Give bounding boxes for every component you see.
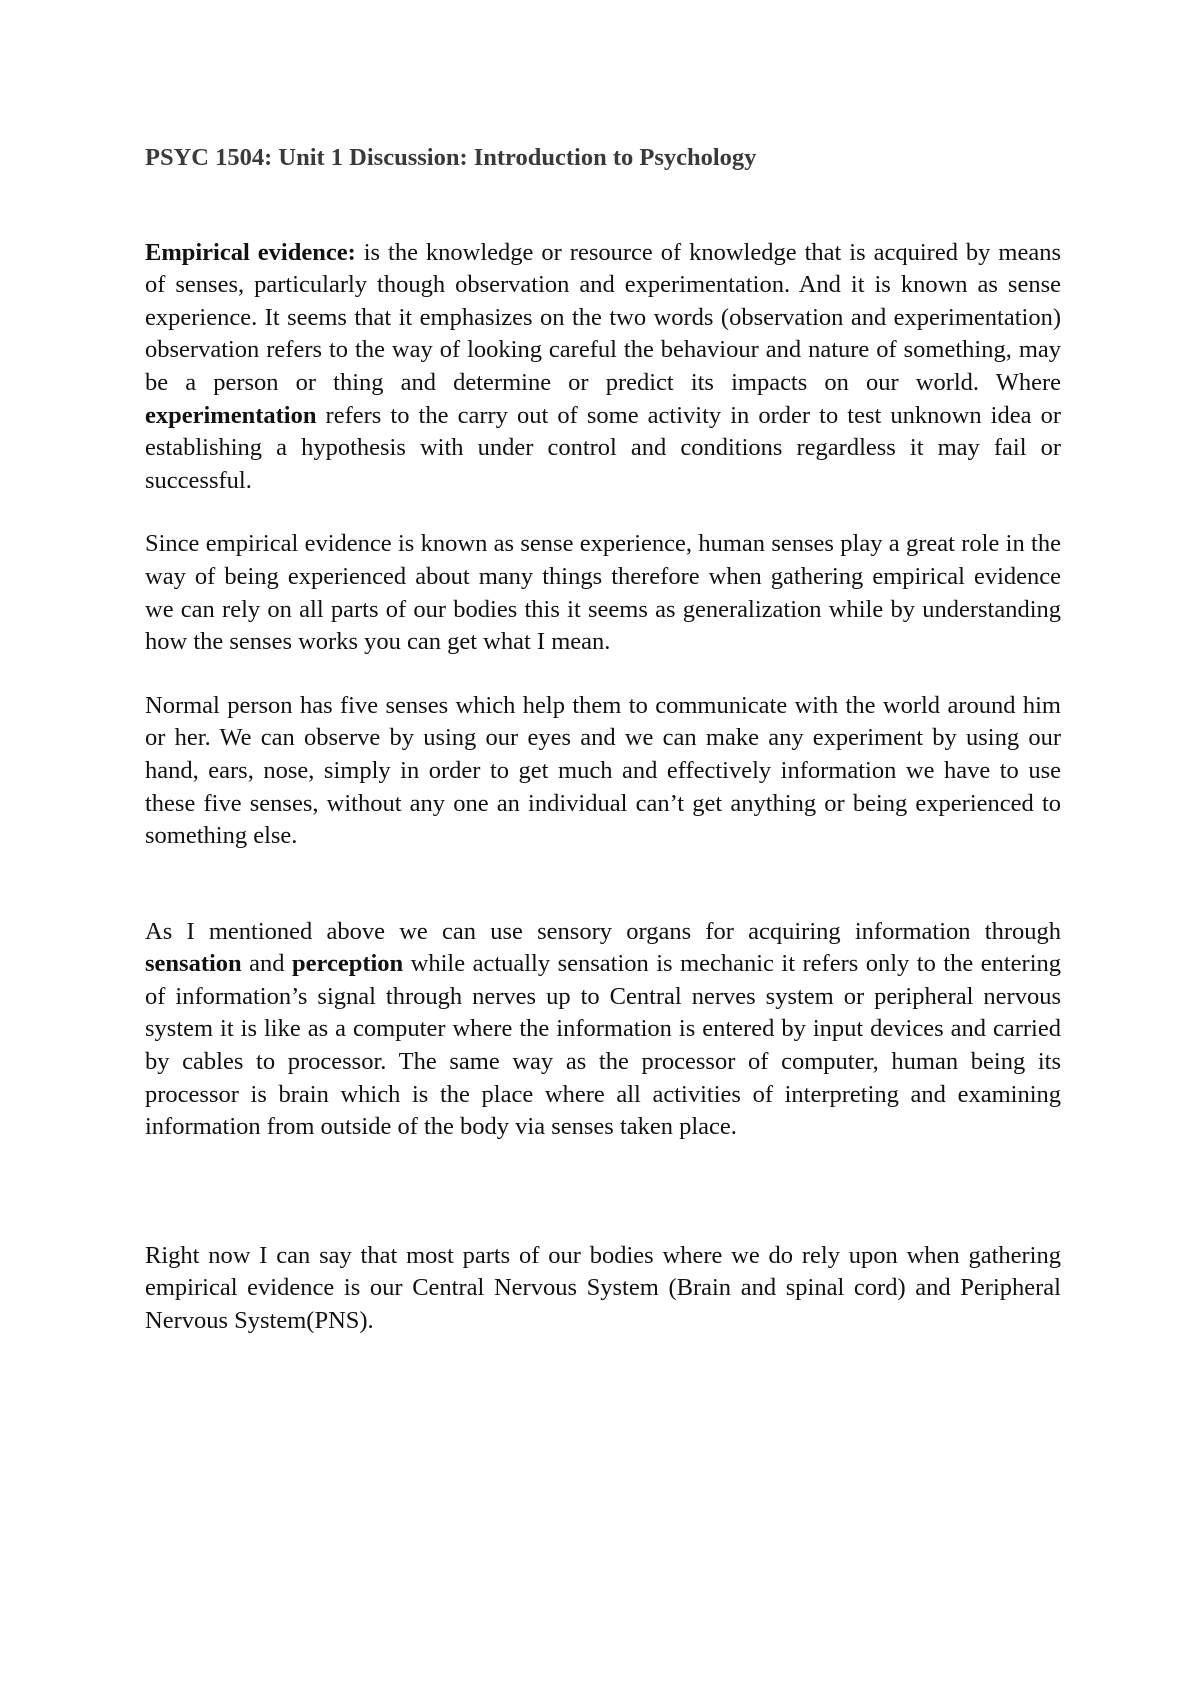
paragraph-sense-experience: Since empirical evidence is known as sense experience, human senses play a great role in the way of being experienced about many things therefore when gathering empirical evidence we can rely on all parts of our bodies this it seems as generalization while by understanding how the senses works you can get what I mean. xyxy=(145,530,1061,656)
term-perception: perception xyxy=(292,950,404,978)
term-empirical-evidence: Empirical evidence: xyxy=(145,238,356,266)
paragraph-nervous-system: Right now I can say that most parts of our bodies where we do rely upon when gathering empirical evidence is our Central Nervous System (Brain and spinal cord) and Peripheral Nervous System(PNS). xyxy=(145,1241,1061,1335)
paragraph1-text-b: refers to the carry out of some activity in order to test unknown idea or establishing a hypothesis with under control and conditions regardless it may fail or successful. xyxy=(145,401,1061,494)
paragraph4-text-c: while actually sensation is mechanic it refers only to the entering of information’s signal through nerves up to Central nerves system or peripheral nervous system it is like as a computer where the information is entered by input devices and carried by cables to processor. The same way as the processor of computer, human being its processor is brain which is the place where all activities of interpreting and examining information from outside of the body via senses taken place. xyxy=(145,950,1062,1141)
document-body xyxy=(145,142,1061,1338)
paragraph1-text-a: is the knowledge or resource of knowledge that is acquired by means of senses, particularly though observation and experimentation. And it is known as sense experience. It seems that it emphasizes on the two words (observation and experimentation) observation refers to the way of looking careful the behaviour and nature of something, may be a person or thing and determine or predict its impacts on our world. Where xyxy=(145,238,1061,396)
paragraph-five-senses: Normal person has five senses which help them to communicate with the world around him or her. We can observe by using our eyes and we can make any experiment by using our hand, ears, nose, simply in order to get much and effectively information we have to use these five senses, without any one an individual can’t get anything or being experienced to something else. xyxy=(145,691,1061,850)
term-experimentation: experimentation xyxy=(145,401,317,429)
paragraph-sensation-perception xyxy=(145,916,1061,1144)
paragraph4-text-a: As I mentioned above we can use sensory organs for acquiring information through xyxy=(145,917,1061,945)
document-title: PSYC 1504: Unit 1 Discussion: Introduction to Psychology xyxy=(145,144,757,171)
paragraph4-text-b: and xyxy=(241,950,293,978)
term-sensation: sensation xyxy=(145,950,242,978)
paragraph-empirical-evidence xyxy=(145,237,1061,498)
